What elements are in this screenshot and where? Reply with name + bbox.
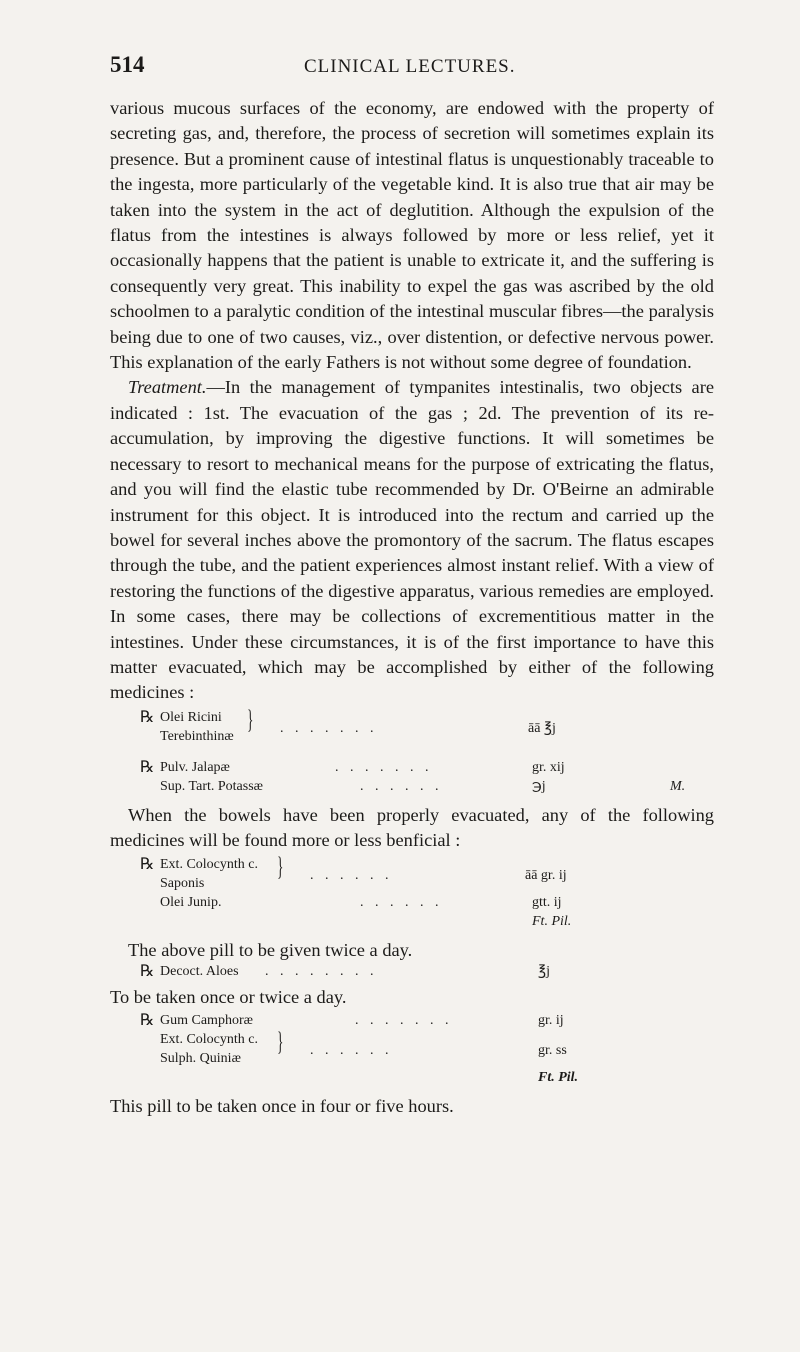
prescription-3 [140, 851, 714, 938]
leader-dots: . . . . . . [360, 778, 443, 794]
recipe-symbol: ℞ [140, 758, 155, 776]
ingredient: Decoct. Aloes [160, 963, 239, 979]
quantity: ℥j [538, 963, 550, 979]
quantity: āā ℥j [528, 720, 556, 736]
quantity: gr. xij [532, 759, 565, 775]
paragraph-5: To be taken once or twice a day. [110, 986, 347, 1007]
leader-dots: . . . . . . . [355, 1013, 453, 1029]
ingredient: Olei Ricini [160, 709, 222, 725]
prescription-2 [140, 759, 714, 803]
page-body [110, 96, 714, 1120]
leader-dots: . . . . . . [310, 1043, 393, 1059]
brace: } [277, 851, 284, 881]
paragraph-4: The above pill to be given twice a day. [128, 939, 413, 960]
page-number: 514 [110, 52, 145, 77]
ingredient: Olei Junip. [160, 894, 222, 910]
ingredient: Sulph. Quiniæ [160, 1051, 241, 1067]
quantity: āā gr. ij [525, 867, 567, 883]
quantity: gr. ij [538, 1013, 564, 1029]
page-header [110, 52, 715, 78]
recipe-symbol: ℞ [140, 708, 155, 726]
recipe-symbol: ℞ [140, 855, 155, 873]
quantity: ℈j [532, 778, 546, 794]
ingredient: Sup. Tart. Potassæ [160, 778, 263, 794]
ingredient: Saponis [160, 875, 205, 891]
paragraph-3: When the bowels have been properly evacuated, any of the following medicines will be found more or less benficial : [110, 804, 714, 851]
ingredient: Ext. Colocynth c. [160, 856, 258, 872]
leader-dots: . . . . . . . [335, 759, 433, 775]
recipe-symbol: ℞ [140, 1012, 155, 1030]
paragraph-2 [110, 375, 714, 705]
leader-dots: . . . . . . [310, 867, 393, 883]
prescription-1 [140, 704, 714, 755]
misce-sign: M. [670, 778, 686, 794]
pill-sign: Ft. Pil. [538, 1070, 579, 1086]
pill-sign: Ft. Pil. [532, 913, 572, 929]
prescription-5 [140, 1012, 714, 1094]
brace: } [247, 704, 254, 734]
quantity: gr. ss [538, 1043, 567, 1059]
prescription-4 [140, 963, 714, 985]
paragraph-2-text: —In the management of tympanites intestinalis, two objects are indicated : 1st. The evacuation of the gas ; 2d. The prevention of its re-accumulation, by improving the digestive functions. It will sometimes be necessary to resort to mechanical means for the purpose of extricating the flatus, and you will find the elastic tube recommended by Dr. O'Beirne an admirable instrument for this object. It is introduced into the rectum and carried up the bowel for several inches above the promontory of the sacrum. The flatus escapes through the tube, and the patient experiences almost instant relief. With a view of restoring the functions of the digestive apparatus, various remedies are employed. In some cases, there may be collections of excrementitious matter in the intestines. Under these circumstances, it is of the first importance to have this matter evacuated, which may be accomplished by either of the following medicines : [110, 377, 714, 703]
ingredient: Pulv. Jalapæ [160, 759, 230, 775]
running-head: CLINICAL LECTURES. [303, 56, 516, 77]
recipe-symbol: ℞ [140, 962, 155, 980]
leader-dots: . . . . . . . [280, 720, 378, 736]
brace: } [277, 1027, 284, 1057]
paragraph-1: various mucous surfaces of the economy, are endowed with the property of secreting gas, and, therefore, the process of secretion will sometimes explain its presence. But a prominent cause of intestinal flatus is unquestionably traceable to the ingesta, more particularly of the vegetable kind. It is also true that air may be taken into the system in the act of deglutition. Although the expulsion of the flatus from the intestines is always followed by more or less relief, yet it occasionally happens that the patient is unable to extricate it, and the suffering is consequently very great. This inability to expel the gas was ascribed by the old schoolmen to a paralytic condition of the intestinal muscular fibres—the paralysis being due to one of two causes, viz., over distention, or defective nervous power. This explanation of the early Fathers is not without some degree of foundation. [110, 98, 714, 373]
leader-dots: . . . . . . . . [265, 963, 378, 979]
ingredient: Ext. Colocynth c. [160, 1032, 258, 1048]
ingredient: Terebinthinæ [160, 728, 234, 744]
paragraph-6: This pill to be taken once in four or five hours. [110, 1096, 454, 1117]
treatment-heading: Treatment. [128, 377, 207, 398]
ingredient: Gum Camphoræ [160, 1013, 253, 1029]
leader-dots: . . . . . . [360, 894, 443, 910]
quantity: gtt. ij [532, 894, 562, 910]
